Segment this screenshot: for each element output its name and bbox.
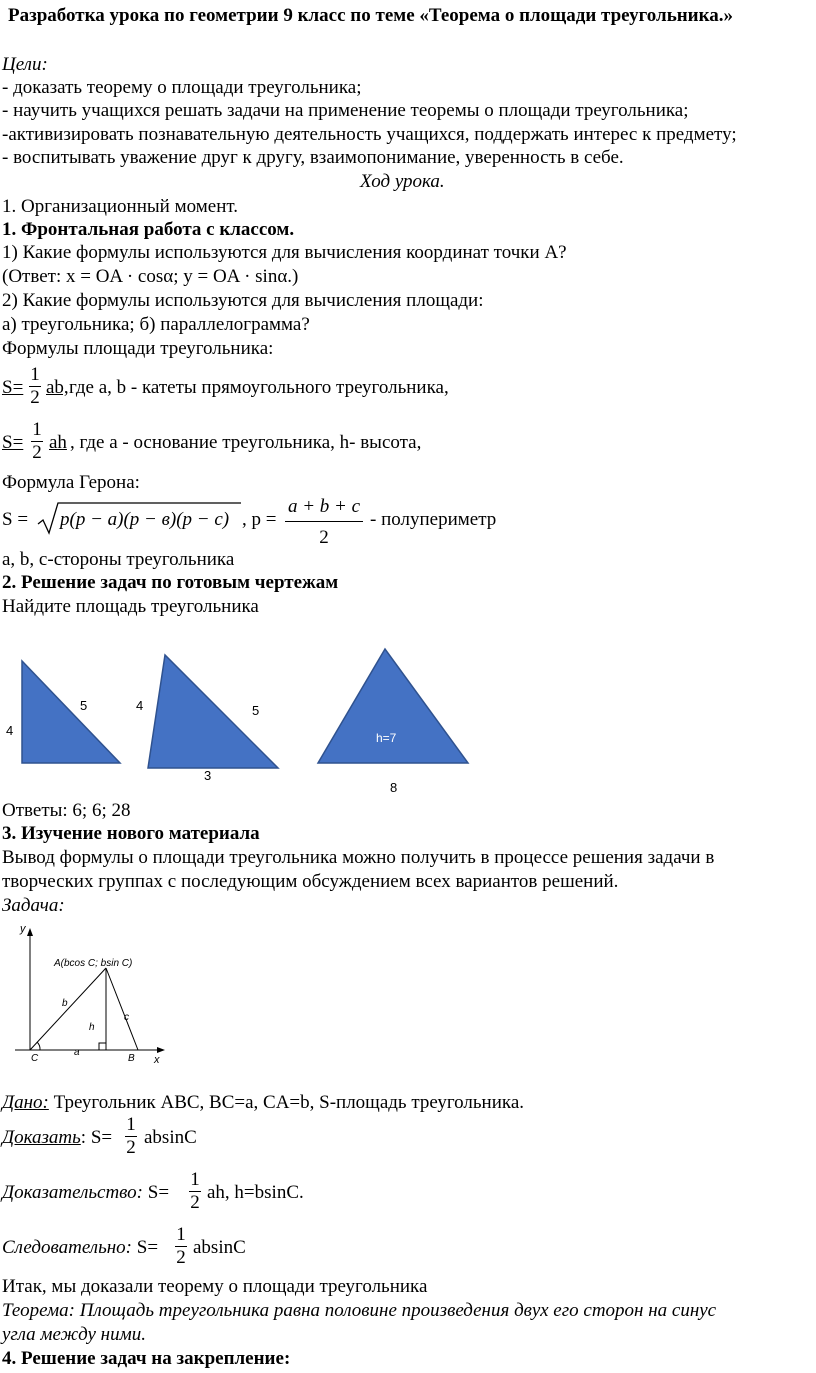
prove-line [2, 1127, 112, 1149]
given-line [2, 1092, 524, 1114]
new-material-text: творческих группах с последующим обсуждением всех вариантов решений. [2, 871, 619, 892]
denominator: 2 [126, 1137, 136, 1158]
goal-item: - воспитывать уважение друг к другу, взаимопонимание, уверенность в себе. [2, 147, 624, 168]
heron-lhs: S = [2, 509, 29, 530]
angle-c-arc [37, 1042, 40, 1050]
fraction-bar [285, 521, 363, 522]
given-label: Дано: [2, 1092, 49, 1113]
find-area-text: Найдите площадь треугольника [2, 596, 259, 617]
y-axis-arrow-icon [27, 928, 33, 936]
tri2-left-label: 4 [136, 698, 144, 713]
prove-lhs: S= [86, 1127, 113, 1148]
y-axis-label: y [20, 923, 26, 935]
therefore-lhs: S= [132, 1237, 159, 1258]
coordinate-diagram [10, 920, 180, 1070]
answers: Ответы: 6; 6; 28 [2, 800, 131, 821]
side-b-label: b [62, 998, 68, 1009]
fraction-half [188, 1169, 202, 1214]
formula-2-var: ah [49, 432, 67, 453]
goal-item: - доказать теорему о площади треугольника; [2, 77, 362, 98]
proof-line [2, 1182, 169, 1204]
heron-radicand: p(p − a)(p − в)(p − c) [60, 509, 230, 530]
therefore-line [2, 1237, 158, 1259]
tri1-leg-label: 4 [6, 723, 14, 738]
new-material-text: Вывод формулы о площади треугольника можно получить в процессе решения задачи в [2, 847, 715, 868]
proof-rest: ah, h=bsinC. [207, 1182, 304, 1203]
question-1: 1) Какие формулы используются для вычисления координат точки А? [2, 242, 567, 263]
formula-1-lhs: S= [2, 377, 24, 398]
x-axis-label: x [154, 1054, 160, 1066]
point-b-label: B [128, 1053, 135, 1064]
side-c [106, 968, 138, 1050]
proof-label: Доказательство: [2, 1182, 144, 1203]
fraction-half [28, 364, 42, 409]
x-axis-arrow-icon [157, 1047, 165, 1053]
side-a-label: a [74, 1047, 80, 1058]
heron-rest: - полупериметр [370, 509, 497, 530]
tri3-base-label: 8 [390, 780, 398, 795]
numerator: a + b + c [287, 496, 361, 517]
right-angle-mark [99, 1043, 106, 1050]
page-title: Разработка урока по геометрии 9 класс по теме «Теорема о площади треугольника.» [8, 5, 734, 26]
consolidation-heading: 4. Решение задач на закрепление: [2, 1348, 291, 1369]
denominator: 2 [30, 387, 40, 408]
point-c-label: C [31, 1053, 39, 1064]
prove-rest: absinC [144, 1127, 197, 1148]
new-material-heading: 3. Изучение нового материала [2, 823, 260, 844]
theorem-text: Теорема: Площадь треугольника равна половине произведения двух его сторон на синус [2, 1300, 717, 1321]
formula-2-text: , где a - основание треугольника, h- высота, [70, 432, 422, 453]
triangle-drawings [0, 640, 480, 800]
proof-lhs: S= [143, 1182, 170, 1203]
numerator: 1 [126, 1114, 136, 1135]
denominator: 2 [32, 442, 42, 463]
numerator: 1 [30, 364, 40, 385]
heron-mid: , p = [242, 509, 277, 530]
triangle-3 [318, 649, 468, 763]
goals-label: Цели: [2, 54, 48, 75]
question-1-answer: (Ответ: x = OA · cosα; y = OA · sinα.) [2, 266, 299, 287]
numerator: 1 [176, 1224, 186, 1245]
formula-1-text: где a, b - катеты прямоугольного треугольника, [69, 377, 449, 398]
tri2-bottom-label: 3 [204, 768, 212, 783]
denominator: 2 [190, 1192, 200, 1213]
sides-note: a, b, c-стороны треугольника [2, 549, 235, 570]
therefore-rest: absinC [193, 1237, 246, 1258]
prove-label: Доказать [2, 1127, 81, 1148]
tasks-heading: 2. Решение задач по готовым чертежам [2, 572, 339, 593]
point-a-label: A(bcos C; bsin C) [54, 958, 133, 969]
given-text: Треугольник АВС, ВС=a, CA=b, S-площадь треугольника. [48, 1092, 525, 1113]
formulas-label: Формулы площади треугольника: [2, 338, 274, 359]
task-label: Задача: [2, 895, 65, 916]
side-c-label: c [124, 1012, 129, 1023]
tri1-hyp-label: 5 [80, 698, 88, 713]
height-label: h [89, 1022, 95, 1033]
tri3-height-label: h=7 [376, 731, 397, 745]
tri2-right-label: 5 [252, 703, 260, 718]
question-2: 2) Какие формулы используются для вычисления площади: [2, 290, 484, 311]
denominator: 2 [319, 527, 329, 548]
fraction-half [174, 1224, 188, 1269]
semiperimeter-fraction [284, 496, 364, 549]
goal-item: - научить учащихся решать задачи на применение теоремы о площади треугольника; [2, 100, 689, 121]
theorem-text: угла между ними. [2, 1324, 146, 1345]
formula-1-var: ab, [46, 377, 69, 398]
numerator: 1 [32, 419, 42, 440]
frontal-heading: 1. Фронтальная работа с классом. [2, 219, 295, 240]
fraction-half [30, 419, 44, 464]
question-2-items: а) треугольника; б) параллелограмма? [2, 314, 310, 335]
heron-label: Формула Герона: [2, 472, 140, 493]
org-moment: 1. Организационный момент. [2, 196, 238, 217]
conclusion: Итак, мы доказали теорему о площади треугольника [2, 1276, 428, 1297]
numerator: 1 [190, 1169, 200, 1190]
goal-item: -активизировать познавательную деятельность учащихся, поддержать интерес к предмету; [2, 124, 737, 145]
side-b [30, 968, 106, 1050]
denominator: 2 [176, 1247, 186, 1268]
formula-2-lhs: S= [2, 432, 24, 453]
course-heading: Ход урока. [360, 171, 445, 192]
fraction-half [124, 1114, 138, 1159]
prove-colon: : [80, 1127, 87, 1148]
therefore-label: Следовательно: [2, 1237, 132, 1258]
right-triangle-1 [22, 661, 120, 763]
